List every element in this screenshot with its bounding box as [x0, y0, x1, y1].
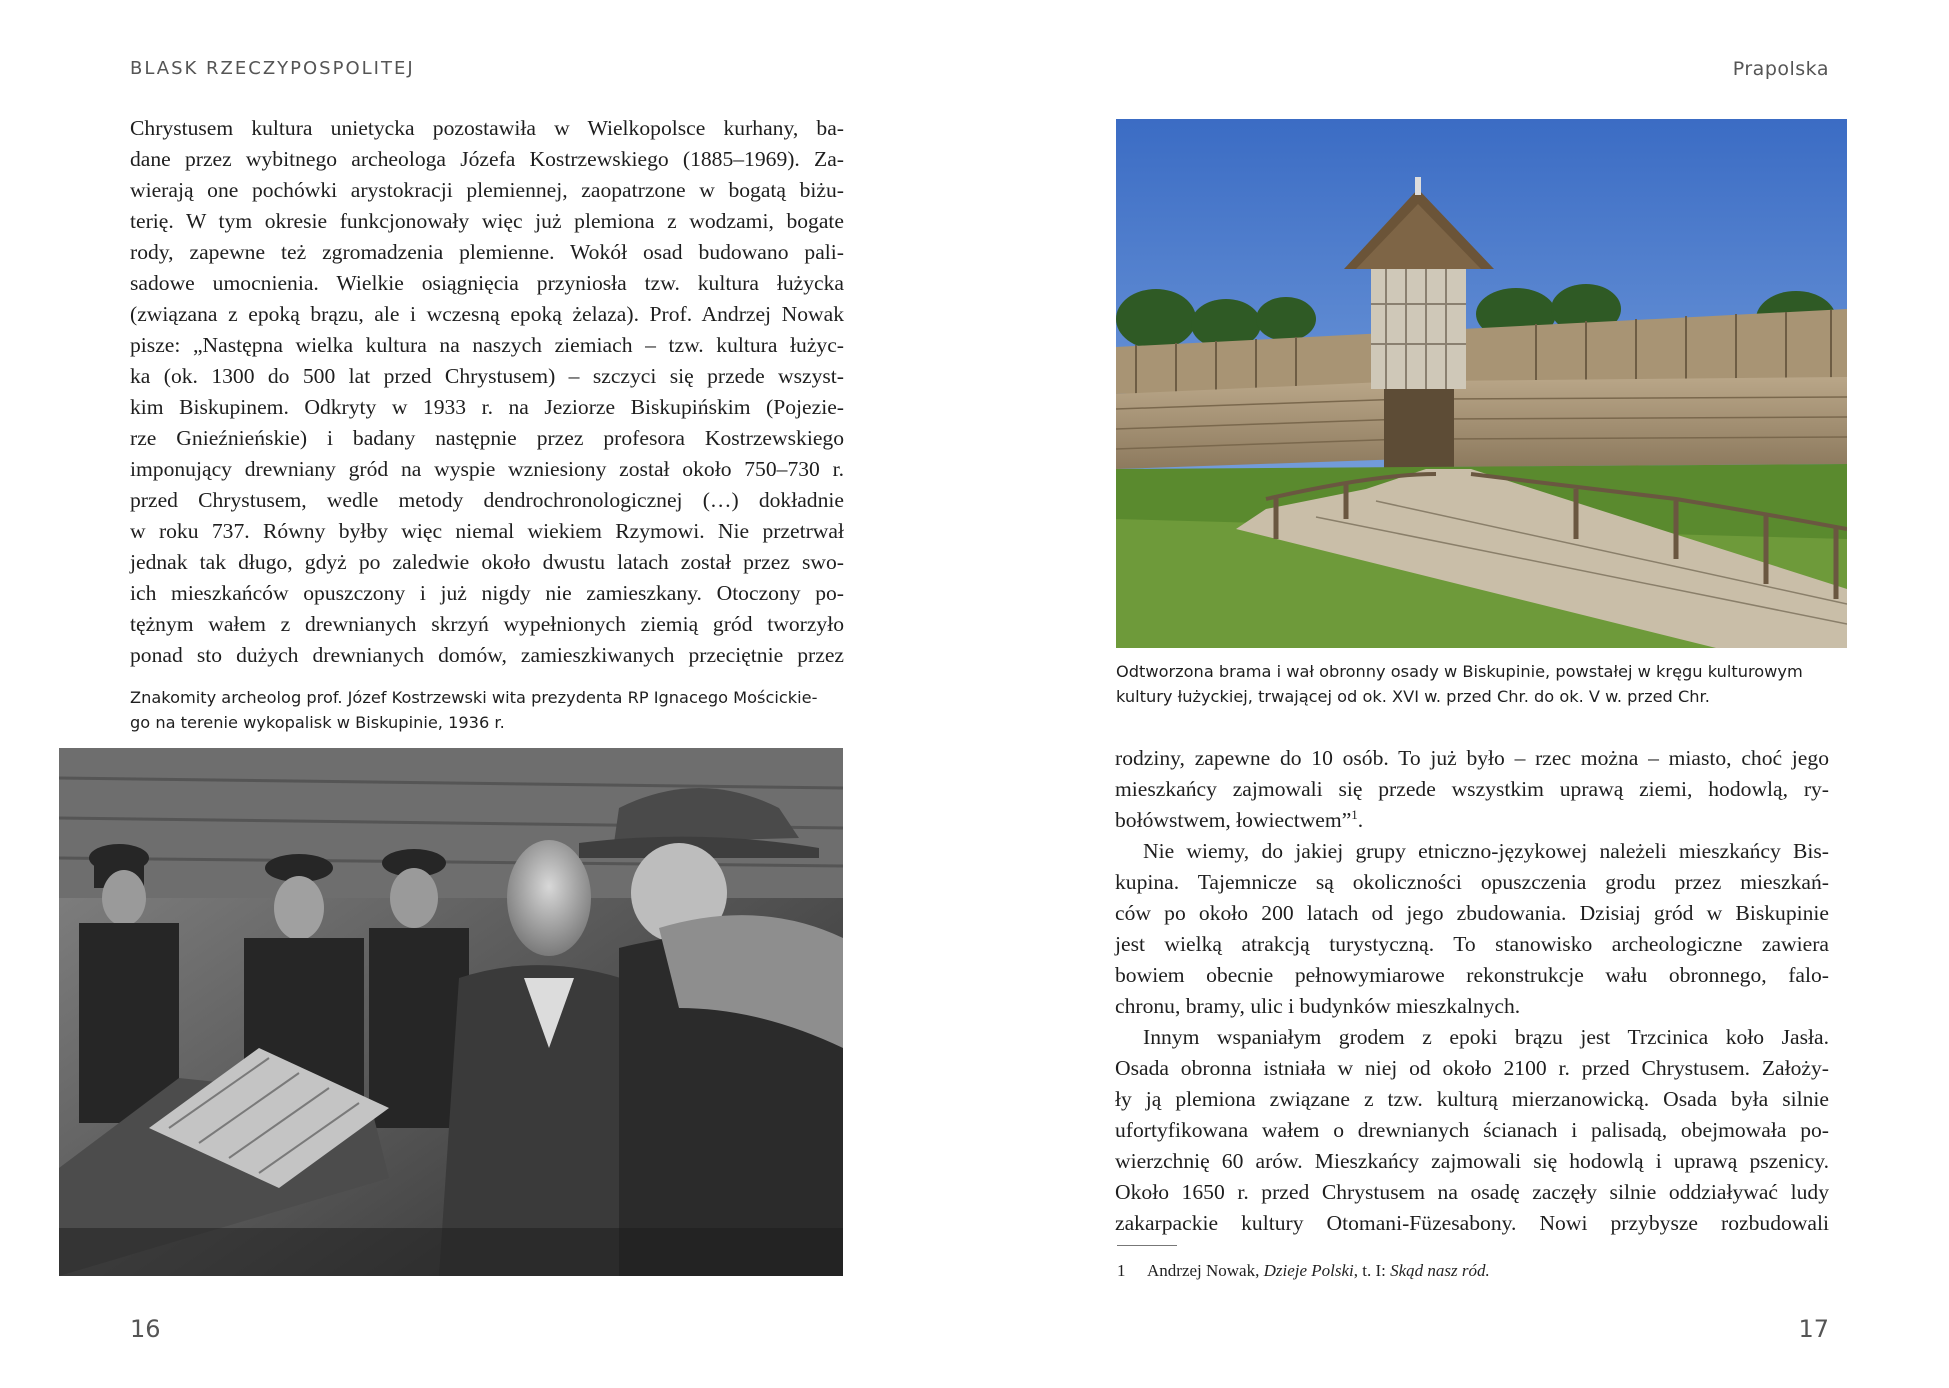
body-line-text: jest wielką atrakcją turystyczną. To stanowisko archeologiczne zawiera	[1115, 932, 1829, 956]
body-line: jednak tak długo, gdyż po zaledwie około dwustu latach został przez swo-	[130, 550, 844, 574]
right-photo-caption	[1116, 659, 1861, 709]
footnote-reference[interactable]: 1	[1351, 806, 1358, 822]
body-line: tężnym wałem z drewnianych skrzyń wypełnionych ziemią gród tworzyło	[130, 612, 844, 636]
body-line-text: wierzchnię 60 arów. Mieszkańcy zajmowali się hodowlą i uprawą pszenicy.	[1115, 1149, 1829, 1173]
right-body-text	[1115, 743, 1829, 1239]
body-line	[1115, 743, 1829, 774]
footnote-rule	[1117, 1245, 1177, 1246]
body-line	[1115, 1146, 1829, 1177]
body-line-text: rodziny, zapewne do 10 osób. To już było – rzec można – miasto, choć jego	[1115, 746, 1829, 770]
body-line: wierają one pochówki arystokracji plemiennej, zaopatrzone w bogatą biżu-	[130, 178, 844, 202]
body-line	[1115, 1177, 1829, 1208]
body-line	[1115, 805, 1829, 836]
footnote-number: 1	[1117, 1261, 1126, 1280]
body-line	[1115, 774, 1829, 805]
caption-line: Znakomity archeolog prof. Józef Kostrzewski wita prezydenta RP Ignacego Mościckie-	[130, 688, 818, 707]
body-line	[1115, 929, 1829, 960]
body-line: kim Biskupinem. Odkryty w 1933 r. na Jeziorze Biskupińskim (Pojezie-	[130, 395, 844, 419]
body-line: (związana z epoką brązu, ale i wczesną epoką żelaza). Prof. Andrzej Nowak	[130, 302, 844, 326]
body-line: pisze: „Następna wielka kultura na naszych ziemiach – tzw. kultura łużyc-	[130, 333, 844, 357]
body-line	[1115, 960, 1829, 991]
body-line	[1115, 1208, 1829, 1239]
caption-line: go na terenie wykopalisk w Biskupinie, 1936 r.	[130, 713, 505, 732]
right-page	[974, 0, 1949, 1388]
body-line-text: zakarpackie kultury Otomani-Füzesabony. Nowi przybysze rozbudowali	[1115, 1211, 1829, 1235]
body-line: terię. W tym okresie funkcjonowały więc już plemiona z wodzami, bogate	[130, 209, 844, 233]
caption-line: kultury łużyckiej, trwającej od ok. XVI w. przed Chr. do ok. V w. przed Chr.	[1116, 687, 1710, 706]
body-line-text: ufortyfikowana wałem o drewnianych ścianach i palisadą, obejmowała po-	[1115, 1118, 1829, 1142]
body-line	[1115, 1053, 1829, 1084]
body-line: ponad sto dużych drewnianych domów, zamieszkiwanych przeciętnie przez	[130, 643, 844, 667]
body-line-text: kupina. Tajemnicze są okoliczności opuszczenia grodu przez mieszkań-	[1115, 870, 1829, 894]
footnote-subtitle: Skąd nasz ród.	[1390, 1261, 1490, 1280]
footnote-title: Dzieje Polski	[1263, 1261, 1354, 1280]
body-line-text: Około 1650 r. przed Chrystusem na osadę zaczęły silnie oddziaływać ludy	[1115, 1180, 1829, 1204]
body-line	[1115, 898, 1829, 929]
caption-line: Odtworzona brama i wał obronny osady w Biskupinie, powstałej w kręgu kulturowym	[1116, 662, 1803, 681]
body-line: przed Chrystusem, wedle metody dendrochronologicznej (…) dokładnie	[130, 488, 844, 512]
body-line	[1115, 1084, 1829, 1115]
running-head-left: BLASK RZECZYPOSPOLITEJ	[130, 58, 415, 79]
biskupin-gate-photo	[1116, 119, 1847, 648]
body-line: ka (ok. 1300 do 500 lat przed Chrystusem) – szczyci się przede wszyst-	[130, 364, 844, 388]
body-line: Chrystusem kultura unietycka pozostawiła w Wielkopolsce kurhany, ba-	[130, 116, 844, 140]
body-line-text: Innym wspaniałym grodem z epoki brązu jest Trzcinica koło Jasła.	[1143, 1025, 1829, 1049]
left-body-text	[130, 113, 844, 671]
page-number-right: 17	[1798, 1315, 1829, 1343]
footnote	[1117, 1260, 1837, 1282]
body-line-text: ców po około 200 latach od jego zbudowania. Dzisiaj gród w Biskupinie	[1115, 901, 1829, 925]
body-line-text: Osada obronna istniała w niej od około 2100 r. przed Chrystusem. Założy-	[1115, 1056, 1829, 1080]
footnote-author: Andrzej Nowak,	[1147, 1261, 1260, 1280]
body-line: ich mieszkańców opuszczony i już nigdy nie zamieszkany. Otoczony po-	[130, 581, 844, 605]
body-line-tail: .	[1357, 808, 1364, 832]
body-line: rody, zapewne też zgromadzenia plemienne. Wokół osad budowano pali-	[130, 240, 844, 264]
body-line-text: bowiem obecnie pełnowymiarowe rekonstrukcje wału obronnego, falo-	[1115, 963, 1829, 987]
body-line-text: bołówstwem, łowiectwem”	[1115, 808, 1352, 832]
body-line-text: mieszkańcy zajmowali się przede wszystkim uprawą ziemi, hodowlą, ry-	[1115, 777, 1829, 801]
body-line	[1115, 1115, 1829, 1146]
archaeologist-photo	[59, 748, 843, 1276]
body-line	[1115, 867, 1829, 898]
body-line: dane przez wybitnego archeologa Józefa Kostrzewskiego (1885–1969). Za-	[130, 147, 844, 171]
body-line: sadowe umocnienia. Wielkie osiągnięcia przyniosła tzw. kultura łużycka	[130, 271, 844, 295]
body-line: rze Gnieźnieńskie) i badany następnie przez profesora Kostrzewskiego	[130, 426, 844, 450]
page-number-left: 16	[130, 1315, 161, 1343]
body-line: w roku 737. Równy byłby więc niemal wiekiem Rzymowi. Nie przetrwał	[130, 519, 844, 543]
body-line-text: Nie wiemy, do jakiej grupy etniczno-językowej należeli mieszkańcy Bis-	[1143, 839, 1829, 863]
footnote-volume: , t. I:	[1353, 1261, 1386, 1280]
left-page	[0, 0, 974, 1388]
body-line: imponujący drewniany gród na wyspie wzniesiony został około 750–730 r.	[130, 457, 844, 481]
body-line-text: chronu, bramy, ulic i budynków mieszkalnych.	[1115, 994, 1521, 1018]
left-photo-caption	[130, 685, 860, 735]
body-line	[1115, 836, 1829, 867]
body-line	[1115, 1022, 1829, 1053]
running-head-right: Prapolska	[1732, 58, 1829, 80]
body-line	[1115, 991, 1829, 1022]
body-line-text: ły ją plemiona związane z tzw. kulturą mierzanowicką. Osada była silnie	[1115, 1087, 1829, 1111]
